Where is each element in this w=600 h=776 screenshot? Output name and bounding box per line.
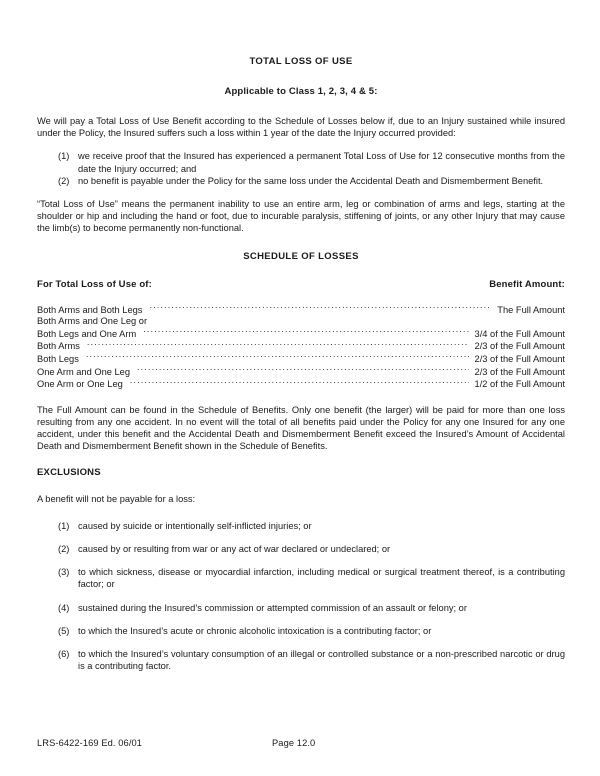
conditions-list [37, 150, 565, 187]
full-amount-note: The Full Amount can be found in the Schedule of Benefits. Only one benefit (the larger) will be paid for more than one loss resulting from any one accident. In no event will the total of all benefits paid under the Policy for any one Insured for any one accident, under this benefit and the Accidental Death and Dismemberment Benefit exceed the Insured’s Amount of Accidental Death and Dismemberment Benefit shown in the Schedule of Benefits. [37, 404, 565, 452]
applicable-class-subheading: Applicable to Class 1, 2, 3, 4 & 5: [224, 86, 378, 97]
form-number: LRS-6422-169 Ed. 06/01 [37, 738, 143, 748]
list-item-text: caused by or resulting from war or any act of war declared or undeclared; or [78, 544, 391, 554]
table-row [37, 340, 565, 353]
benefit-amount: 3/4 of the Full Amount [474, 328, 565, 339]
list-item [37, 602, 565, 614]
intro-paragraph: We will pay a Total Loss of Use Benefit according to the Schedule of Losses below if, due to an Injury sustained while insured under the Policy, the Insured suffers such a loss within 1 year of the date the Injury occurred provided: [37, 116, 565, 139]
table-row [37, 304, 565, 317]
exclusions-heading: EXCLUSIONS [37, 466, 101, 478]
loss-description: One Arm and One Leg [37, 366, 131, 377]
list-item [37, 648, 565, 672]
list-item-marker: (1) [58, 520, 70, 531]
leader-dots [149, 304, 491, 313]
exclusions-list [37, 520, 565, 673]
page-number: Page 12.0 [272, 738, 316, 748]
benefit-amount: 1/2 of the Full Amount [474, 379, 565, 390]
list-item [37, 566, 565, 590]
table-row [37, 328, 565, 341]
schedule-column-headers [37, 279, 565, 291]
loss-description: Both Arms [37, 341, 80, 352]
table-row [37, 316, 565, 328]
document-content [37, 56, 565, 672]
schedule-loss-column-header: For Total Loss of Use of: [37, 278, 152, 290]
benefit-amount: 2/3 of the Full Amount [474, 341, 565, 352]
schedule-of-losses-table [37, 304, 565, 391]
loss-description: One Arm or One Leg [37, 379, 123, 390]
loss-description: Both Arms and Both Legs [37, 304, 143, 315]
list-item-text: sustained during the Insured’s commission or attempted commission of an assault or felony; or [78, 602, 467, 613]
leader-dots [137, 366, 469, 375]
list-item-text: to which sickness, disease or myocardial infarction, including medical or surgical treatment thereof, is a contributing factor; or [78, 567, 565, 590]
list-item-text: we receive proof that the Insured has experienced a permanent Total Loss of Use for 12 consecutive months from the date the Injury occurred; and [78, 151, 565, 174]
list-item-marker: (6) [58, 649, 70, 660]
page-title: TOTAL LOSS OF USE [249, 56, 353, 67]
list-item-marker: (5) [58, 625, 70, 636]
benefit-amount: 2/3 of the Full Amount [474, 366, 565, 377]
list-item-text: to which the Insured’s acute or chronic alcoholic intoxication is a contributing factor; or [78, 625, 432, 636]
list-item-marker: (4) [58, 602, 70, 613]
table-row [37, 353, 565, 366]
list-item [37, 543, 565, 555]
list-item-text: to which the Insured’s voluntary consumption of an illegal or controlled substance or a non-prescribed narcotic or drug is a contributing factor. [78, 649, 565, 672]
loss-description: Both Arms and One Leg or [37, 316, 148, 327]
list-item [37, 625, 565, 637]
list-item-marker: (2) [58, 175, 70, 186]
table-row [37, 366, 565, 379]
list-item [37, 520, 565, 532]
leader-dots [86, 353, 469, 362]
definition-paragraph: “Total Loss of Use” means the permanent inability to use an entire arm, leg or combination of arms and legs, starting at the shoulder or hip and including the hand or foot, due to incurable paralysis, stiffening of joints, or any other Injury that may cause the limb(s) to become permanently non-functional. [37, 199, 565, 234]
benefit-amount: The Full Amount [497, 304, 565, 315]
schedule-amount-column-header: Benefit Amount: [489, 278, 565, 290]
list-item [37, 175, 565, 187]
loss-description: Both Legs [37, 354, 79, 364]
schedule-of-losses-heading: SCHEDULE OF LOSSES [243, 250, 359, 262]
leader-dots [130, 378, 469, 387]
list-item-text: no benefit is payable under the Policy for the same loss under the Accidental Death and Dismemberment Benefit. [78, 175, 544, 186]
list-item-marker: (3) [58, 567, 70, 578]
leader-dots [143, 328, 468, 337]
loss-description: Both Legs and One Arm [37, 328, 137, 339]
list-item [37, 150, 565, 174]
exclusions-lead-in: A benefit will not be payable for a loss: [37, 493, 196, 504]
list-item-marker: (2) [58, 544, 70, 554]
list-item-text: caused by suicide or intentionally self-inflicted injuries; or [78, 520, 312, 531]
table-row [37, 378, 565, 391]
leader-dots [87, 340, 469, 349]
list-item-marker: (1) [58, 151, 70, 162]
benefit-amount: 2/3 of the Full Amount [474, 354, 565, 364]
